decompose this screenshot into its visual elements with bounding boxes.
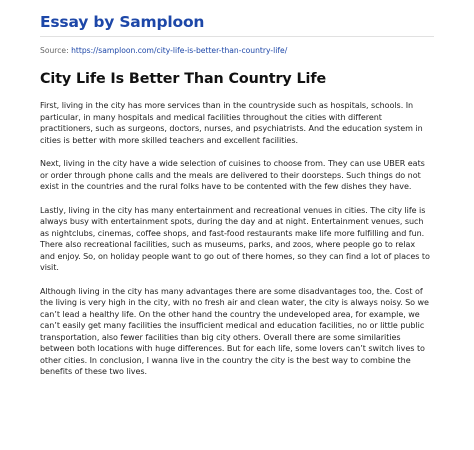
source-line: [40, 46, 287, 55]
site-brand: Essay by Samploon: [40, 13, 205, 31]
source-link[interactable]: https://samploon.com/city-life-is-better-than-country-life/: [71, 46, 288, 55]
header-divider: [40, 36, 434, 37]
source-label: Source:: [40, 46, 72, 55]
essay-title: City Life Is Better Than Country Life: [40, 71, 327, 87]
essay-body: [40, 100, 432, 390]
essay-paragraph: First, living in the city has more services than in the countryside such as hospitals, schools. In particular, in many hospitals and medical facilities throughout the cities with different practitioners, such as surgeons, doctors, nurses, and psychiatrists. And the education system in cities is better with more skilled teachers and excellent facilities.: [40, 101, 423, 145]
essay-paragraph: Although living in the city has many advantages there are some disadvantages too, the. Cost of the living is very high in the city, with no fresh air and clean water, the city is always noisy. So we can’t lead a healthy life. On the other hand the country the undeveloped area, for example, we can’t easily get many facilities the insufficient medical and education facilities, no or little public transportation, also fewer facilities than big city others. Overall there are some similarities between both locations with huge differences. But for each life, some lovers can’t switch lives to other cities. In conclusion, I wanna live in the country the city is the best way to combine the benefits of these two lives.: [40, 286, 429, 376]
essay-paragraph: Lastly, living in the city has many entertainment and recreational venues in cities. The city life is always busy with entertainment spots, during the day and at night. Entertainment venues, such as nightclubs, cinemas, coffee shops, and fast-food restaurants make life more fulfilling and fun. There also recreational facilities, such as museums, parks, and zoos, where people go to relax and enjoy. So, on holiday people want to go out of there homes, so they can find a lot of places to visit.: [40, 205, 430, 272]
essay-paragraph: Next, living in the city have a wide selection of cuisines to choose from. They can use UBER eats or order through phone calls and the meals are delivered to their doorsteps. Such things do not exist in the countries and the rural folks have to be contented with the few dishes they have.: [40, 159, 425, 191]
